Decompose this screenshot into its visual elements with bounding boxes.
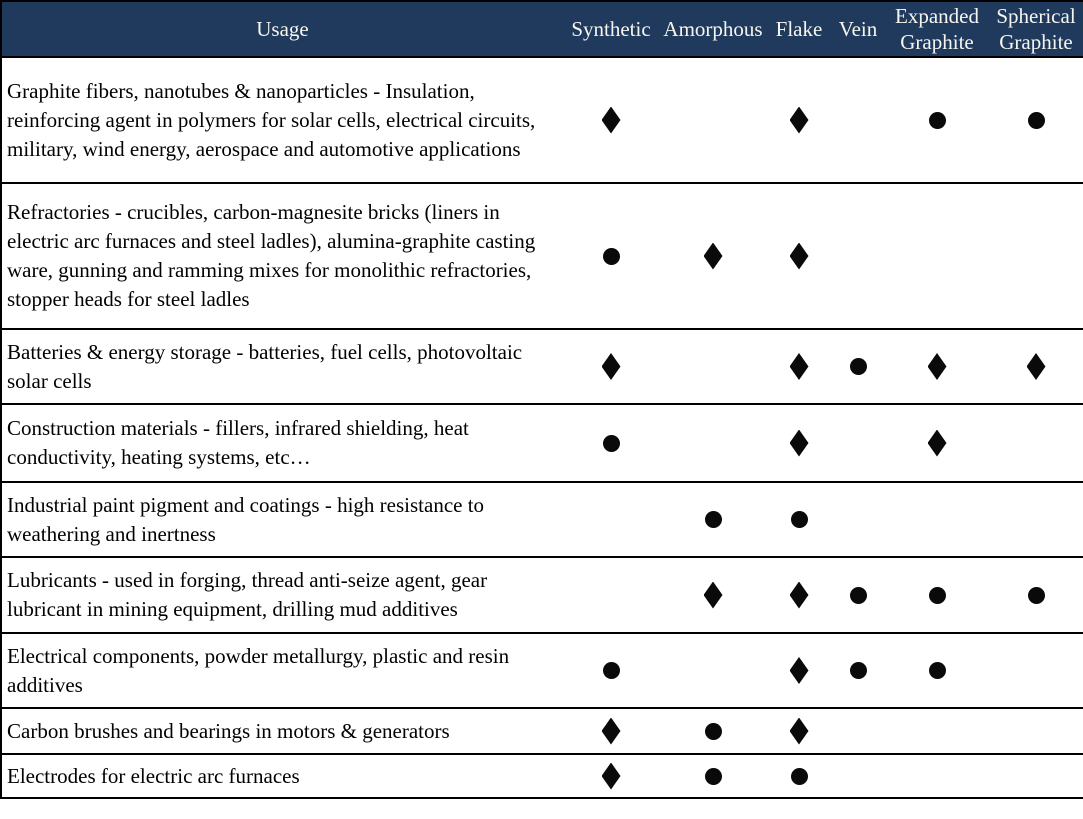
marker-cell — [989, 633, 1083, 708]
usage-cell: Electrical components, powder metallurgy, plastic and resin additives — [1, 633, 563, 708]
table-row — [1, 183, 1083, 329]
diamond-marker-icon — [1027, 353, 1046, 380]
marker-cell — [831, 183, 885, 329]
marker-cell — [767, 183, 831, 329]
circle-marker-icon — [791, 768, 808, 785]
diamond-marker-icon — [602, 107, 621, 134]
marker-cell — [659, 633, 767, 708]
marker-cell — [885, 57, 989, 183]
marker-cell — [885, 183, 989, 329]
circle-marker-icon — [705, 768, 722, 785]
table-row — [1, 404, 1083, 482]
usage-cell: Batteries & energy storage - batteries, fuel cells, photovoltaic solar cells — [1, 329, 563, 404]
marker-cell — [563, 404, 659, 482]
marker-cell — [767, 482, 831, 557]
usage-cell: Carbon brushes and bearings in motors & generators — [1, 708, 563, 754]
marker-cell — [831, 329, 885, 404]
column-header-usage: Usage — [1, 1, 563, 57]
circle-marker-icon — [1028, 112, 1045, 129]
diamond-marker-icon — [790, 243, 809, 270]
table-row — [1, 754, 1083, 798]
usage-cell: Electrodes for electric arc furnaces — [1, 754, 563, 798]
marker-cell — [767, 404, 831, 482]
column-header-spherical-graphite: Spherical Graphite — [989, 1, 1083, 57]
diamond-marker-icon — [790, 657, 809, 684]
column-header-expanded-graphite: Expanded Graphite — [885, 1, 989, 57]
marker-cell — [659, 329, 767, 404]
marker-cell — [831, 57, 885, 183]
usage-cell: Refractories - crucibles, carbon-magnesite bricks (liners in electric arc furnaces and steel ladles), alumina-graphite casting ware, gunning and ramming mixes for monolithic refractories, stopper heads for steel ladles — [1, 183, 563, 329]
table-row — [1, 708, 1083, 754]
marker-cell — [989, 754, 1083, 798]
marker-cell — [659, 404, 767, 482]
marker-cell — [989, 482, 1083, 557]
circle-marker-icon — [603, 248, 620, 265]
column-header-amorphous: Amorphous — [659, 1, 767, 57]
marker-cell — [563, 329, 659, 404]
marker-cell — [659, 183, 767, 329]
marker-cell — [659, 482, 767, 557]
marker-cell — [659, 557, 767, 633]
circle-marker-icon — [705, 511, 722, 528]
marker-cell — [767, 557, 831, 633]
marker-cell — [989, 329, 1083, 404]
diamond-marker-icon — [790, 582, 809, 609]
marker-cell — [659, 708, 767, 754]
marker-cell — [831, 633, 885, 708]
circle-marker-icon — [929, 662, 946, 679]
marker-cell — [989, 57, 1083, 183]
diamond-marker-icon — [928, 430, 947, 457]
usage-cell: Industrial paint pigment and coatings - high resistance to weathering and inertness — [1, 482, 563, 557]
marker-cell — [989, 708, 1083, 754]
marker-cell — [885, 404, 989, 482]
circle-marker-icon — [1028, 587, 1045, 604]
diamond-marker-icon — [704, 582, 723, 609]
marker-cell — [989, 404, 1083, 482]
table-row — [1, 57, 1083, 183]
marker-cell — [831, 557, 885, 633]
marker-cell — [563, 708, 659, 754]
circle-marker-icon — [929, 587, 946, 604]
diamond-marker-icon — [602, 718, 621, 745]
usage-cell: Construction materials - fillers, infrared shielding, heat conductivity, heating systems, etc… — [1, 404, 563, 482]
circle-marker-icon — [603, 435, 620, 452]
marker-cell — [767, 754, 831, 798]
marker-cell — [659, 57, 767, 183]
marker-cell — [659, 754, 767, 798]
marker-cell — [563, 57, 659, 183]
marker-cell — [989, 557, 1083, 633]
table-row — [1, 482, 1083, 557]
marker-cell — [831, 404, 885, 482]
table-body — [1, 57, 1083, 798]
marker-cell — [563, 183, 659, 329]
diamond-marker-icon — [602, 763, 621, 790]
diamond-marker-icon — [928, 353, 947, 380]
circle-marker-icon — [929, 112, 946, 129]
marker-cell — [767, 57, 831, 183]
marker-cell — [563, 557, 659, 633]
marker-cell — [563, 754, 659, 798]
diamond-marker-icon — [790, 107, 809, 134]
column-header-synthetic: Synthetic — [563, 1, 659, 57]
diamond-marker-icon — [790, 353, 809, 380]
table-row — [1, 329, 1083, 404]
circle-marker-icon — [705, 723, 722, 740]
diamond-marker-icon — [602, 353, 621, 380]
usage-cell: Lubricants - used in forging, thread anti-seize agent, gear lubricant in mining equipment, drilling mud additives — [1, 557, 563, 633]
marker-cell — [767, 633, 831, 708]
column-header-vein: Vein — [831, 1, 885, 57]
table-row — [1, 633, 1083, 708]
diamond-marker-icon — [704, 243, 723, 270]
marker-cell — [885, 708, 989, 754]
marker-cell — [767, 329, 831, 404]
marker-cell — [885, 754, 989, 798]
marker-cell — [885, 329, 989, 404]
marker-cell — [885, 557, 989, 633]
usage-cell: Graphite fibers, nanotubes & nanoparticles - Insulation, reinforcing agent in polymers for solar cells, electrical circuits, military, wind energy, aerospace and automotive applications — [1, 57, 563, 183]
diamond-marker-icon — [790, 430, 809, 457]
marker-cell — [989, 183, 1083, 329]
circle-marker-icon — [603, 662, 620, 679]
header-row — [1, 1, 1083, 57]
diamond-marker-icon — [790, 718, 809, 745]
marker-cell — [885, 633, 989, 708]
circle-marker-icon — [850, 662, 867, 679]
marker-cell — [831, 708, 885, 754]
marker-cell — [563, 482, 659, 557]
marker-cell — [767, 708, 831, 754]
marker-cell — [831, 754, 885, 798]
marker-cell — [563, 633, 659, 708]
column-header-flake: Flake — [767, 1, 831, 57]
table-row — [1, 557, 1083, 633]
circle-marker-icon — [850, 358, 867, 375]
marker-cell — [831, 482, 885, 557]
circle-marker-icon — [850, 587, 867, 604]
circle-marker-icon — [791, 511, 808, 528]
table-header — [1, 1, 1083, 57]
marker-cell — [885, 482, 989, 557]
